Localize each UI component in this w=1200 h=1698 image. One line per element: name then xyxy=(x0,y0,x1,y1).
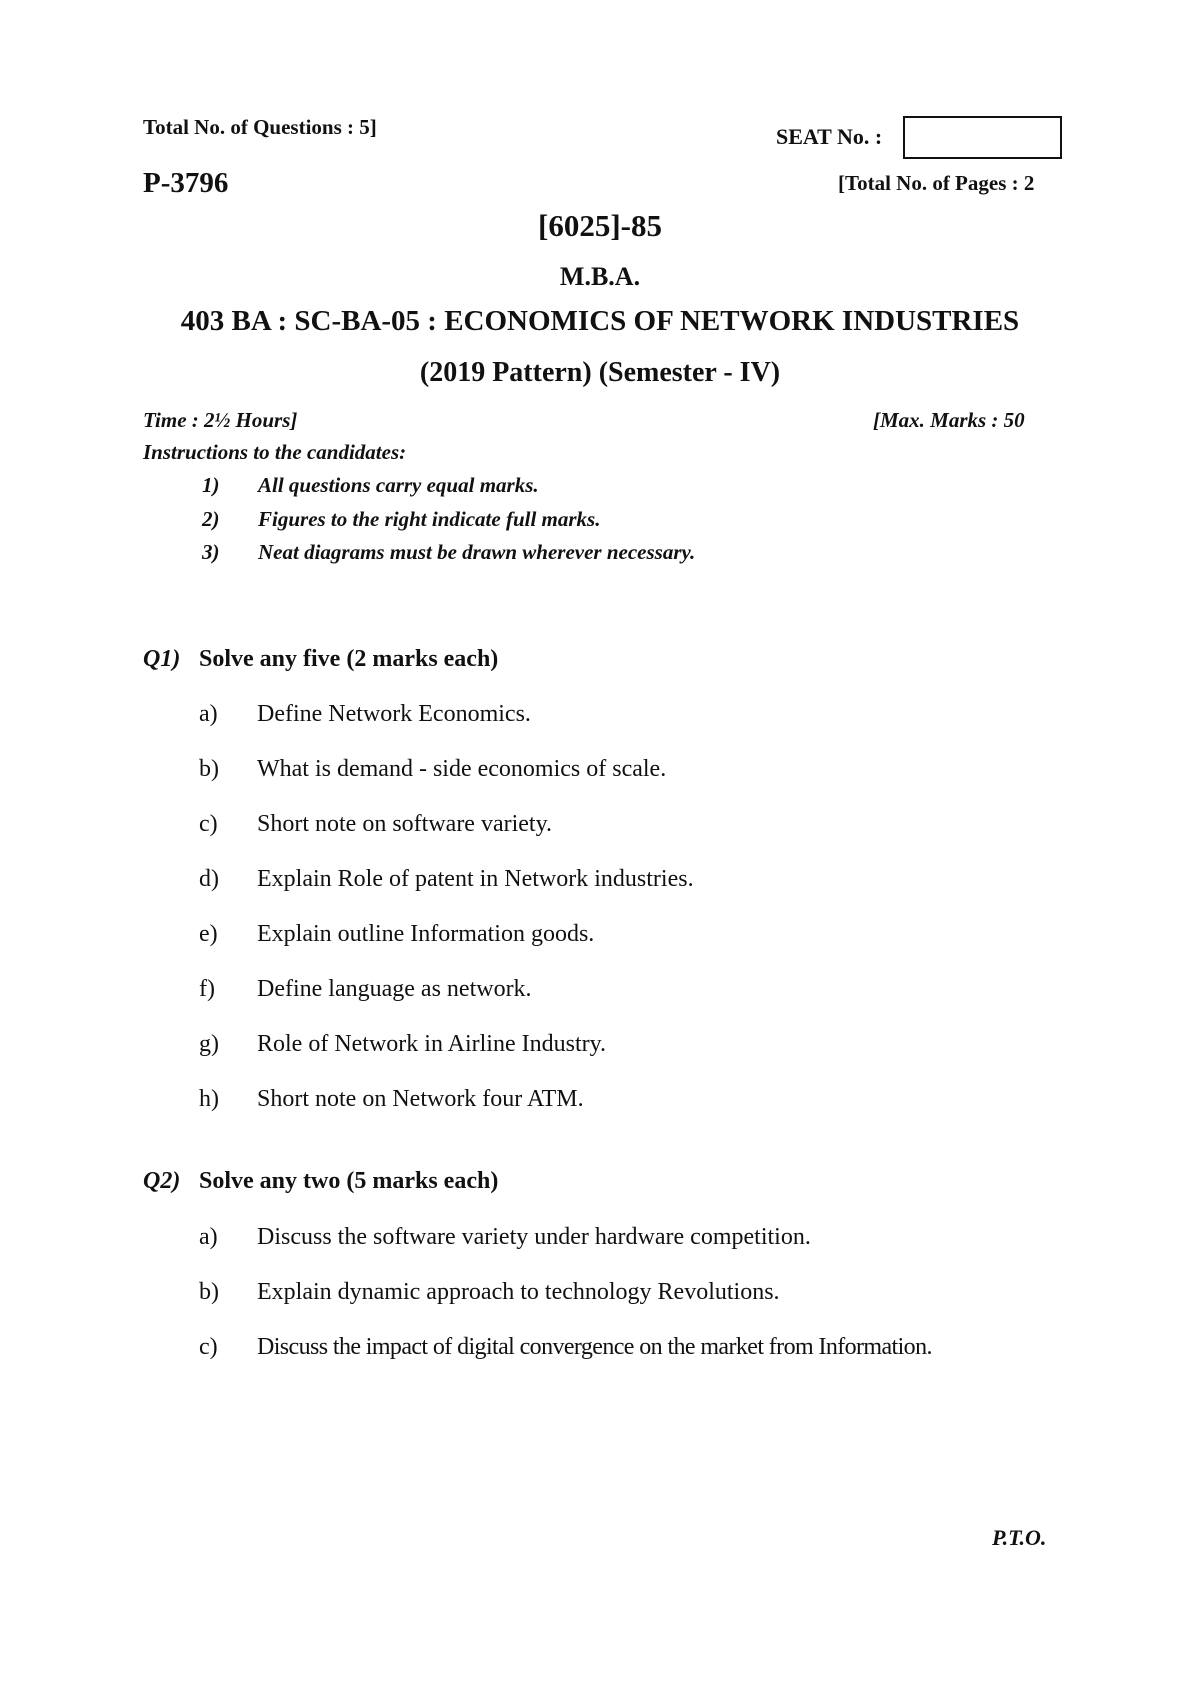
instruction-text: All questions carry equal marks. xyxy=(258,473,539,497)
instruction-number: 2) xyxy=(202,507,220,531)
seat-number-box[interactable] xyxy=(903,116,1062,159)
question-number: Q2) xyxy=(143,1168,181,1194)
item-letter: a) xyxy=(199,1224,218,1250)
item-letter: b) xyxy=(199,1279,219,1305)
exam-code: [6025]-85 xyxy=(538,208,662,243)
question-item: Short note on software variety. xyxy=(257,811,553,837)
question-item: Define language as network. xyxy=(257,976,532,1002)
item-letter: g) xyxy=(199,1031,219,1057)
instruction-number: 3) xyxy=(202,540,220,564)
item-letter: h) xyxy=(199,1086,219,1112)
question-title: Solve any five (2 marks each) xyxy=(199,646,499,672)
item-letter: a) xyxy=(199,701,218,727)
question-number: Q1) xyxy=(143,646,181,672)
item-letter: c) xyxy=(199,811,218,837)
total-pages: [Total No. of Pages : 2 xyxy=(838,171,1035,195)
paper-code: P-3796 xyxy=(143,167,229,199)
item-letter: c) xyxy=(199,1334,218,1360)
question-item: Role of Network in Airline Industry. xyxy=(257,1031,607,1057)
question-item: Explain outline Information goods. xyxy=(257,921,595,947)
question-item: Explain Role of patent in Network industries. xyxy=(257,866,694,892)
total-questions: Total No. of Questions : 5] xyxy=(143,115,377,139)
pattern-semester: (2019 Pattern) (Semester - IV) xyxy=(419,357,781,388)
question-item: Discuss the impact of digital convergence on the market from Information. xyxy=(257,1334,932,1360)
instructions-title: Instructions to the candidates: xyxy=(143,440,407,464)
subject-title: 403 BA : SC-BA-05 : ECONOMICS OF NETWORK INDUSTRIES xyxy=(180,305,1020,337)
item-letter: d) xyxy=(199,866,219,892)
please-turn-over: P.T.O. xyxy=(992,1525,1047,1550)
question-item: What is demand - side economics of scale. xyxy=(257,756,667,782)
seat-number-label: SEAT No. : xyxy=(776,124,883,149)
question-item: Discuss the software variety under hardware competition. xyxy=(257,1224,811,1250)
question-item: Explain dynamic approach to technology Revolutions. xyxy=(257,1279,780,1305)
question-title: Solve any two (5 marks each) xyxy=(199,1168,499,1194)
instruction-text: Figures to the right indicate full marks. xyxy=(258,507,601,531)
item-letter: e) xyxy=(199,921,218,947)
time-duration: Time : 2½ Hours] xyxy=(143,408,298,432)
item-letter: b) xyxy=(199,756,219,782)
item-letter: f) xyxy=(199,976,215,1002)
max-marks: [Max. Marks : 50 xyxy=(873,408,1025,432)
instruction-text: Neat diagrams must be drawn wherever necessary. xyxy=(258,540,696,564)
instruction-number: 1) xyxy=(202,473,220,497)
question-item: Short note on Network four ATM. xyxy=(257,1086,584,1112)
degree-title: M.B.A. xyxy=(559,262,641,291)
question-item: Define Network Economics. xyxy=(257,701,531,727)
